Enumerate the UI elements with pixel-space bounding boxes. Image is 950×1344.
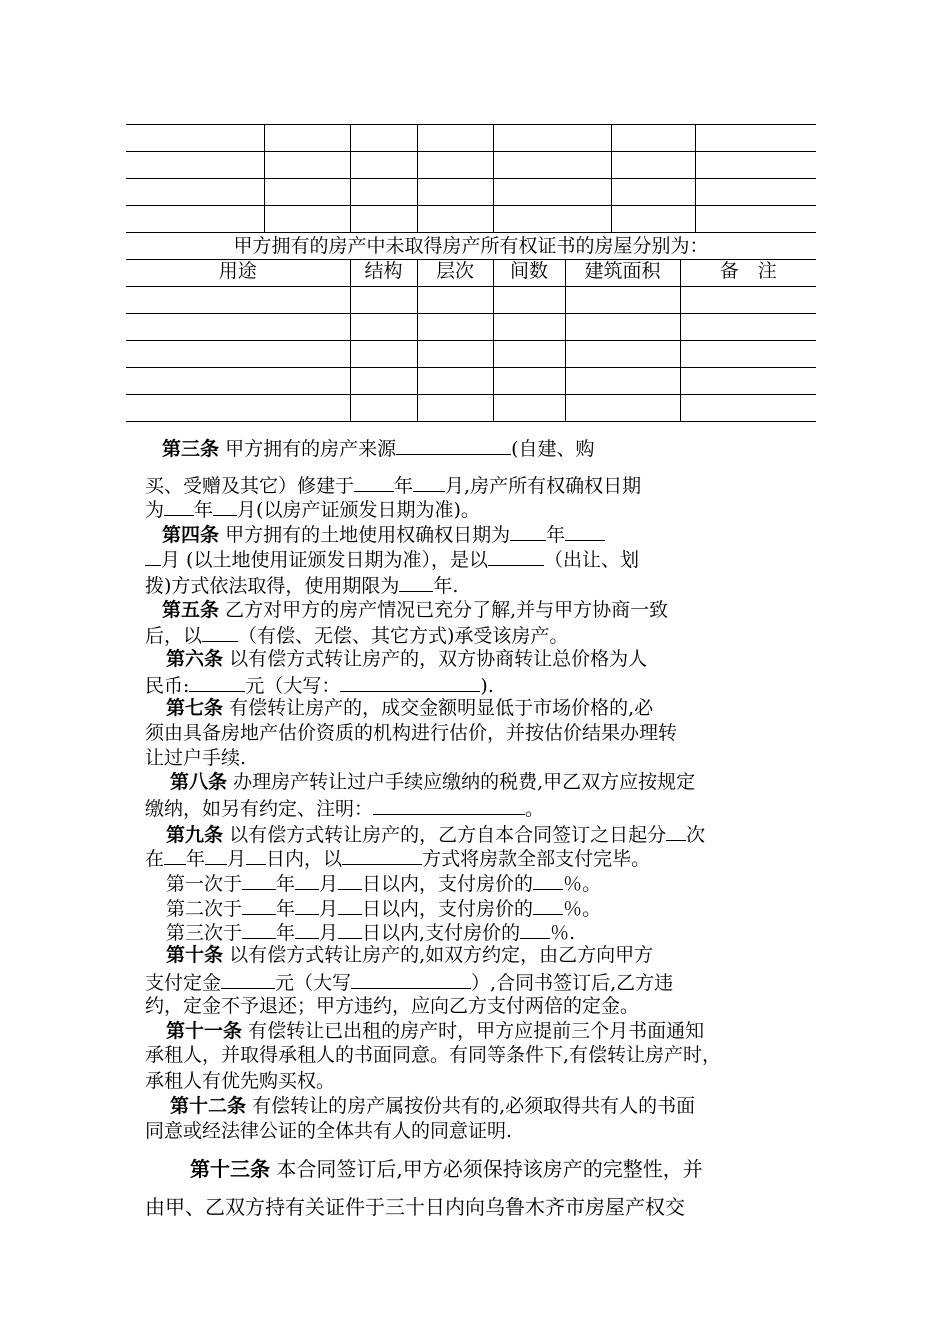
article-6-line-1: 第六条 以有偿方式转让房产的，双方协商转让总价格为人 bbox=[166, 648, 648, 670]
header-floor: 层次 bbox=[417, 260, 493, 287]
table-row bbox=[126, 179, 816, 206]
article-13-line-2: 由甲、乙双方持有关证件于三十日内向乌鲁木齐市房屋产权交 bbox=[145, 1195, 685, 1219]
article-6-line-2: 民币: 元（大写： ). bbox=[145, 675, 494, 697]
article-4-line-2: 月 (以土地使用证颁发日期为准），是以 （出让、划 bbox=[145, 547, 639, 571]
article-13-title: 第十三条 bbox=[190, 1157, 270, 1181]
table-header-row bbox=[126, 260, 816, 287]
table-row bbox=[126, 287, 816, 314]
table-row bbox=[126, 152, 816, 179]
article-3-title: 第三条 bbox=[162, 438, 220, 460]
article-5-title: 第五条 bbox=[162, 599, 220, 621]
article-11-title: 第十一条 bbox=[166, 1020, 243, 1042]
header-rooms: 间数 bbox=[493, 260, 565, 287]
table-row bbox=[126, 206, 816, 233]
table-caption: 甲方拥有的房产中未取得房产所有权证书的房屋分别为： bbox=[233, 235, 709, 257]
header-remarks: 备 注 bbox=[680, 260, 816, 287]
article-8-title: 第八条 bbox=[170, 771, 228, 793]
article-8-line-2: 缴纳，如另有约定、注明： 。 bbox=[145, 798, 545, 820]
article-12-title: 第十二条 bbox=[170, 1095, 247, 1117]
header-area: 建筑面积 bbox=[565, 260, 680, 287]
table-row bbox=[126, 314, 816, 341]
article-10-line-2: 支付定金 元（大写 ）,合同书签订后,乙方违 bbox=[145, 972, 674, 994]
owned-property-table bbox=[126, 124, 816, 233]
header-structure: 结构 bbox=[350, 260, 417, 287]
header-usage: 用途 bbox=[126, 260, 350, 287]
article-9-title: 第九条 bbox=[166, 824, 224, 846]
article-8-line-1: 第八条 办理房产转让过户手续应缴纳的税费,甲乙双方应按规定 bbox=[170, 771, 696, 793]
payment-line-2: 第二次于 年 月 日以内，支付房价的 ％。 bbox=[166, 898, 602, 920]
payment-line-1: 第一次于 年 月 日以内，支付房价的 ％。 bbox=[166, 873, 602, 895]
article-11-line-3: 承租人有优先购买权。 bbox=[145, 1070, 336, 1092]
article-4-title: 第四条 bbox=[162, 524, 220, 546]
article-11-line-1: 第十一条 有偿转让已出租的房产时，甲方应提前三个月书面通知 bbox=[166, 1020, 705, 1042]
article-10-title: 第十条 bbox=[166, 944, 224, 966]
article-4-line-1: 第四条 甲方拥有的土地使用权确权日期为 年 bbox=[162, 522, 605, 546]
article-13-line-1: 第十三条 本合同签订后,甲方必须保持该房产的完整性，并 bbox=[190, 1157, 703, 1181]
blank-source bbox=[396, 436, 511, 455]
table-row bbox=[126, 341, 816, 368]
article-10-line-3: 约，定金不予退还；甲方违约，应向乙方支付两倍的定金。 bbox=[145, 995, 640, 1017]
article-7-line-3: 让过户手续. bbox=[145, 747, 247, 769]
table-row bbox=[126, 395, 816, 422]
article-12-line-1: 第十二条 有偿转让的房产属按份共有的,必须取得共有人的书面 bbox=[170, 1095, 696, 1117]
article-3-line-3: 为 年 月(以房产证颁发日期为准)。 bbox=[145, 499, 480, 521]
article-7-line-1: 第七条 有偿转让房产的，成交金额明显低于市场价格的,必 bbox=[166, 697, 654, 719]
article-9-line-1: 第九条 以有偿方式转让房产的，乙方自本合同签订之日起分 次 bbox=[166, 824, 706, 846]
table-row bbox=[126, 368, 816, 395]
payment-line-3: 第三次于 年 月 日以内,支付房价的 ％. bbox=[166, 922, 576, 944]
article-6-title: 第六条 bbox=[166, 648, 224, 670]
article-7-line-2: 须由具备房地产估价资质的机构进行估价，并按估价结果办理转 bbox=[145, 722, 678, 744]
article-12-line-2: 同意或经法律公证的全体共有人的同意证明. bbox=[145, 1120, 513, 1142]
article-4-line-3: 拨)方式依法取得，使用期限为 年. bbox=[145, 575, 459, 597]
uncertified-property-table bbox=[126, 259, 816, 422]
article-3-line-2: 买、受赠及其它）修建于 年 月,房产所有权确权日期 bbox=[145, 475, 642, 497]
article-3-line-1: 第三条 甲方拥有的房产来源 (自建、购 bbox=[162, 438, 595, 460]
article-5-line-2: 后，以 （有偿、无偿、其它方式)承受该房产。 bbox=[145, 625, 569, 647]
article-9-line-2: 在 年 月 日内，以 方式将房款全部支付完毕。 bbox=[145, 848, 651, 870]
table-row bbox=[126, 125, 816, 152]
article-10-line-1: 第十条 以有偿方式转让房产的,如双方约定，由乙方向甲方 bbox=[166, 944, 654, 966]
article-7-title: 第七条 bbox=[166, 697, 224, 719]
article-5-line-1: 第五条 乙方对甲方的房产情况已充分了解,并与甲方协商一致 bbox=[162, 599, 669, 621]
article-11-line-2: 承租人，并取得承租人的书面同意。有同等条件下,有偿转让房产时， bbox=[145, 1044, 722, 1066]
